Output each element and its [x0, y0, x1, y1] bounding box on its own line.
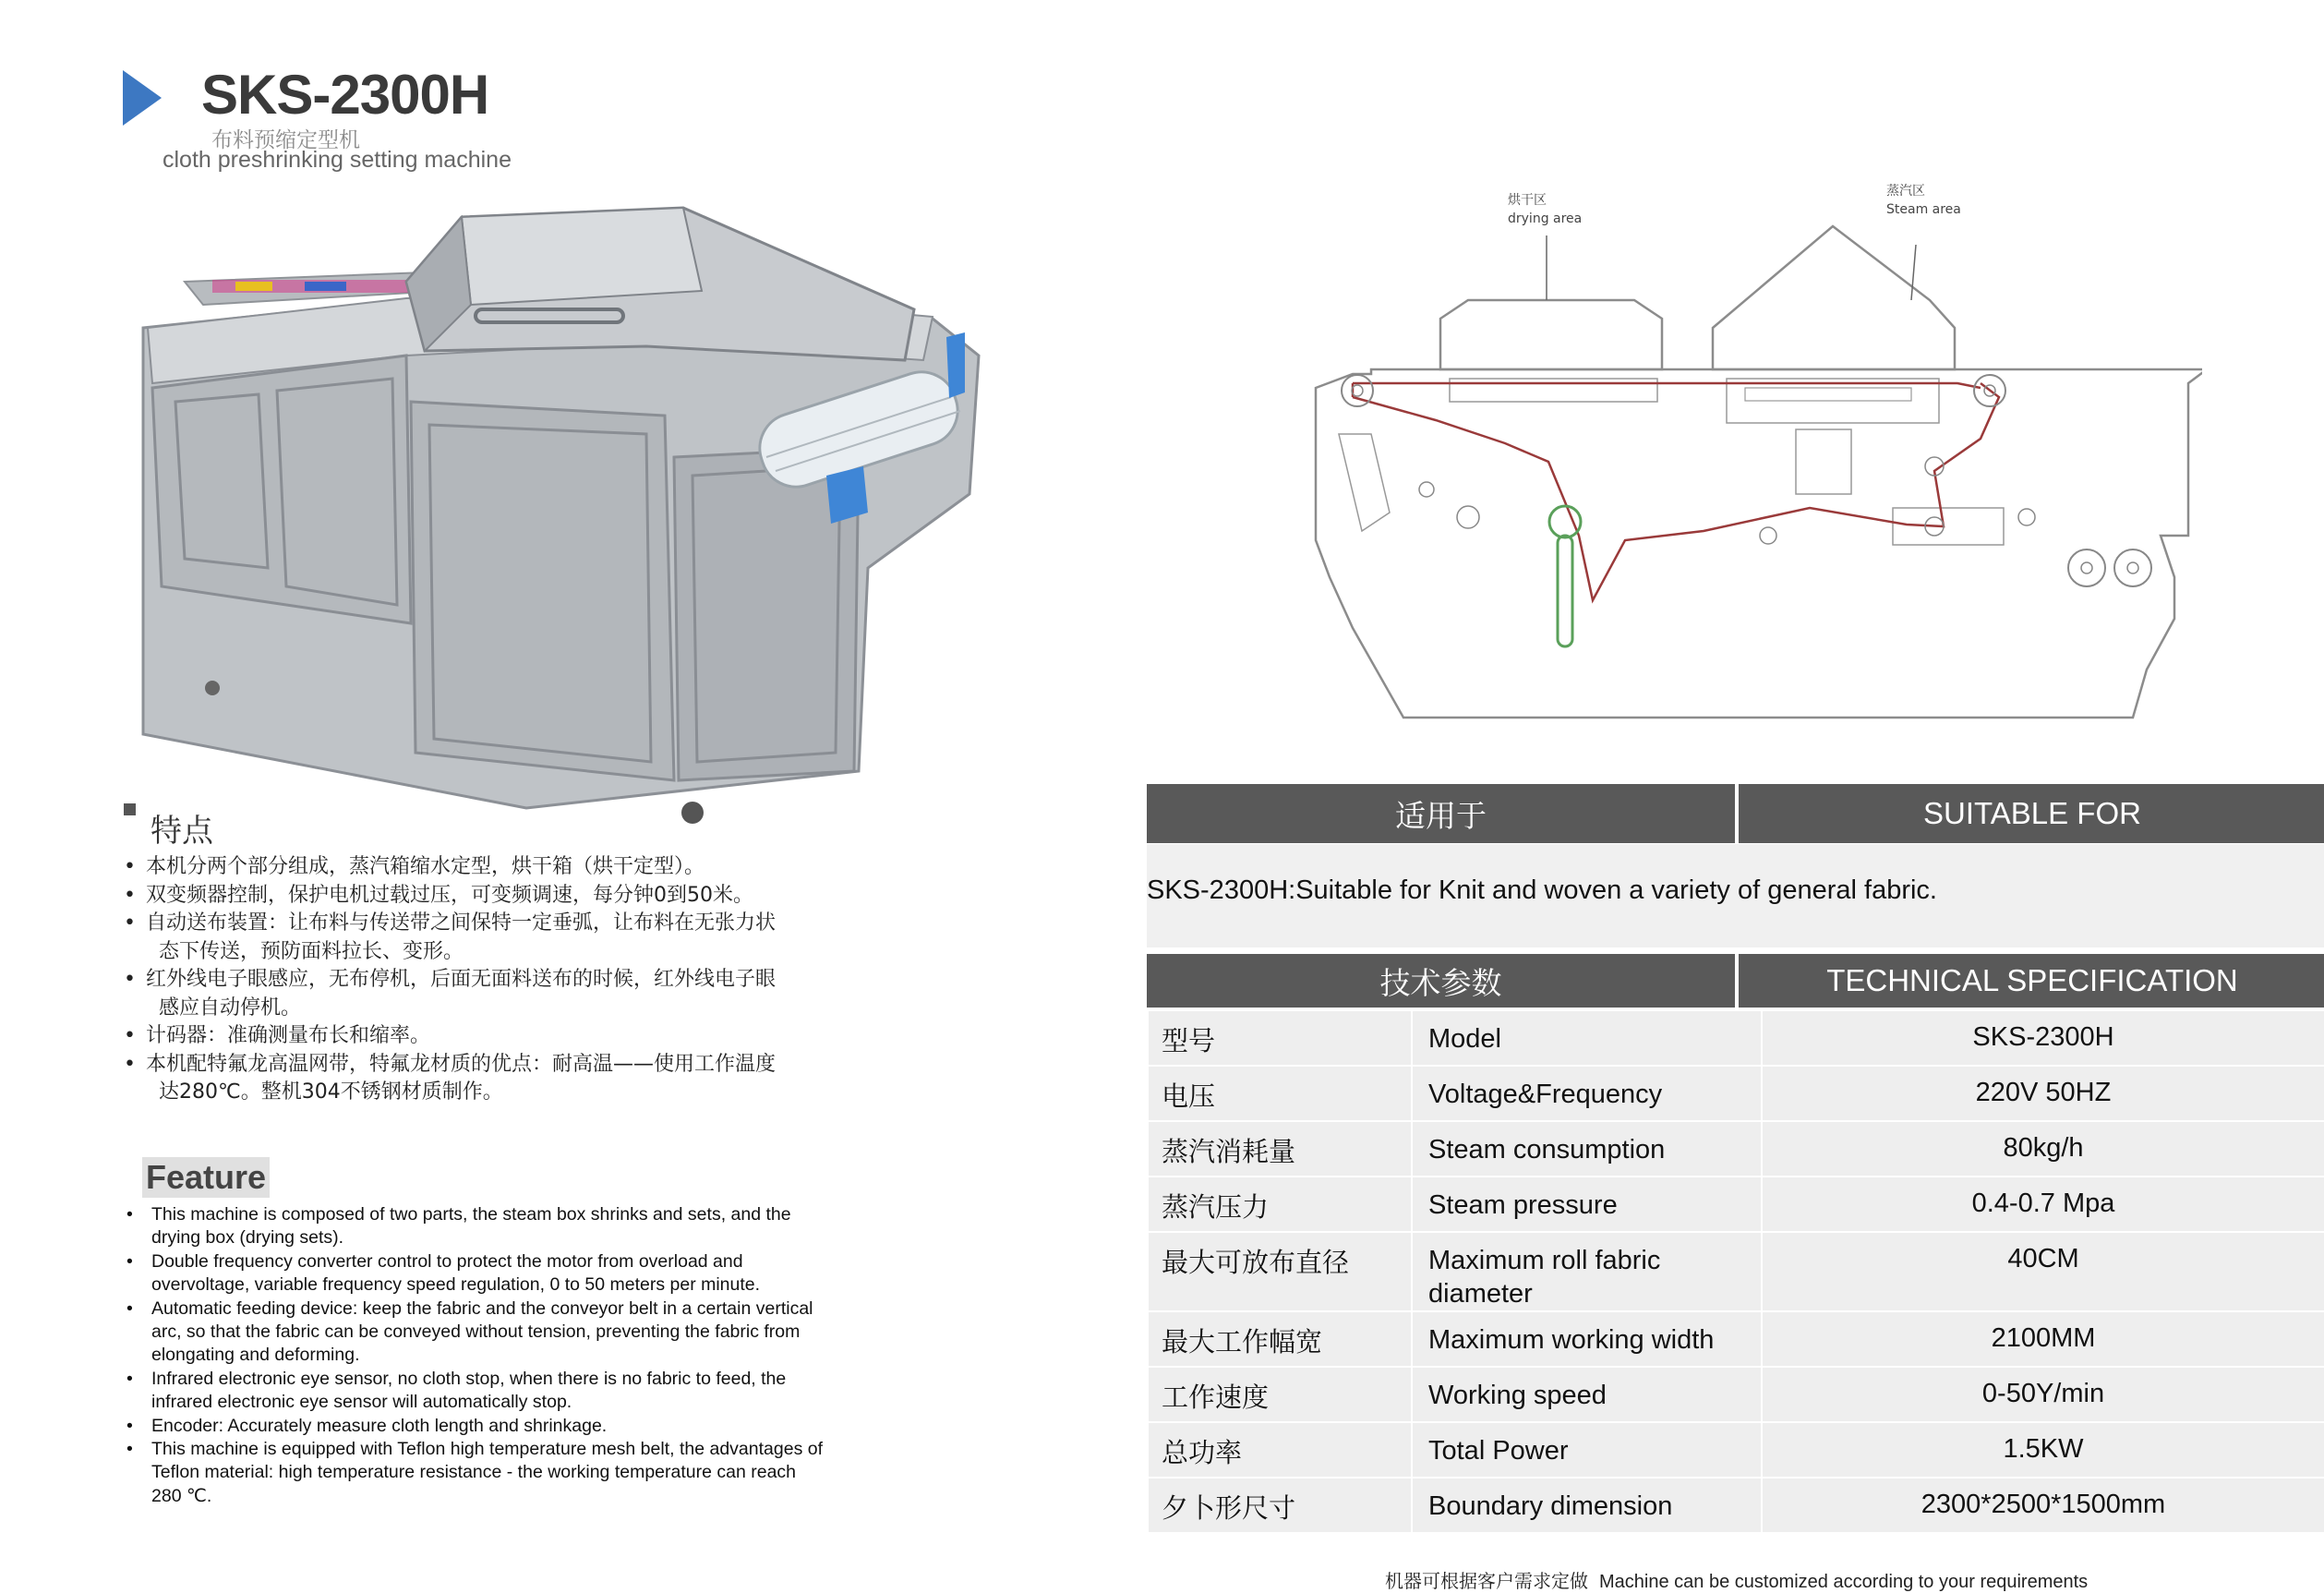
- spec-label-cn: 最大可放布直径: [1148, 1232, 1412, 1311]
- features-en-heading: Feature: [142, 1157, 270, 1198]
- spec-label-cn: 蒸汽消耗量: [1148, 1121, 1412, 1177]
- drying-area-label-en: drying area: [1508, 211, 1583, 226]
- drying-area-label-cn: 烘干区: [1508, 193, 1547, 208]
- spec-label-en: Boundary dimension: [1412, 1478, 1762, 1533]
- table-row: [1148, 1066, 2324, 1121]
- steam-area-label-cn: 蒸汽区: [1886, 184, 1925, 199]
- footer-note: [1385, 1566, 2088, 1593]
- spec-value: SKS-2300H: [1762, 1010, 2324, 1066]
- spec-label-cn: 夕卜形尺寸: [1148, 1478, 1412, 1533]
- features-cn-heading: 特点: [151, 813, 213, 850]
- spec-value: 80kg/h: [1762, 1121, 2324, 1177]
- machine-diagram: [1297, 171, 2202, 725]
- subtitle-chinese: 布料预缩定型机: [211, 128, 360, 152]
- spec-label-en: Maximum roll fabric diameter: [1412, 1232, 1762, 1311]
- list-item: • Automatic feeding device: keep the fabric and the conveyor belt in a certain vertical arc, so that the fabric can be conveyed without tension, preventing the fabric from elongating and deforming.: [126, 1297, 893, 1368]
- table-row: [1148, 1177, 2324, 1232]
- spec-label-en: Total Power: [1412, 1422, 1762, 1478]
- table-row: [1148, 1367, 2324, 1422]
- subtitle-english: cloth preshrinking setting machine: [163, 147, 512, 173]
- spec-label-en: Steam consumption: [1412, 1121, 1762, 1177]
- spec-label-cn: 型号: [1148, 1010, 1412, 1066]
- spec-label-en: Working speed: [1412, 1367, 1762, 1422]
- spec-value: 40CM: [1762, 1232, 2324, 1311]
- title-arrow-icon: [123, 70, 162, 126]
- spec-label-cn: 总功率: [1148, 1422, 1412, 1478]
- list-item: • 红外线电子眼感应，无布停机，后面无面料送布的时候，红外线电子眼 感应自动停机。: [122, 966, 879, 1022]
- list-item: • Encoder: Accurately measure cloth length and shrinkage.: [126, 1415, 893, 1438]
- spec-value: 2300*2500*1500mm: [1762, 1478, 2324, 1533]
- list-item: • 计码器：准确测量布长和缩率。: [122, 1022, 879, 1051]
- list-item: • 本机分两个部分组成，蒸汽箱缩水定型，烘干箱（烘干定型）。: [122, 853, 879, 882]
- spec-value: 0-50Y/min: [1762, 1367, 2324, 1422]
- list-item: • Double frequency converter control to protect the motor from overload and overvoltage, variable frequency speed regulation, 0 to 50 meters per minute.: [126, 1250, 893, 1297]
- machine-photo: [129, 180, 1099, 845]
- spec-value: 220V 50HZ: [1762, 1066, 2324, 1121]
- suitable-header-en: SUITABLE FOR: [1739, 784, 2324, 843]
- spec-label-en: Maximum working width: [1412, 1311, 1762, 1367]
- spec-value: 2100MM: [1762, 1311, 2324, 1367]
- table-row: [1148, 1311, 2324, 1367]
- section-marker-icon: [124, 803, 136, 815]
- spec-label-en: Voltage&Frequency: [1412, 1066, 1762, 1121]
- spec-label-cn: 电压: [1148, 1066, 1412, 1121]
- table-row: [1148, 1478, 2324, 1533]
- list-item: • This machine is equipped with Teflon high temperature mesh belt, the advantages of Teflon material: high temperature resistance - the working temperature can reach 280 ℃.: [126, 1438, 893, 1508]
- steam-area-label-en: Steam area: [1886, 202, 1961, 217]
- list-item: • 本机配特氟龙高温网带，特氟龙材质的优点：耐高温——使用工作温度 达280℃。整机304不锈钢材质制作。: [122, 1051, 879, 1107]
- footer-en: Machine can be customized according to your requirements: [1599, 1572, 2089, 1592]
- spec-label-cn: 工作速度: [1148, 1367, 1412, 1422]
- list-item: • Infrared electronic eye sensor, no cloth stop, when there is no fabric to feed, the infrared electronic eye sensor will automatically stop.: [126, 1368, 893, 1415]
- suitable-header-cn: 适用于: [1147, 784, 1735, 843]
- spec-label-cn: 最大工作幅宽: [1148, 1311, 1412, 1367]
- features-cn-list: [122, 853, 879, 1107]
- spec-value: 1.5KW: [1762, 1422, 2324, 1478]
- spec-header-cn: 技术参数: [1147, 954, 1735, 1008]
- spec-header-en: TECHNICAL SPECIFICATION: [1739, 954, 2324, 1008]
- spec-label-cn: 蒸汽压力: [1148, 1177, 1412, 1232]
- list-item: • 双变频器控制，保护电机过载过压，可变频调速，每分钟0到50米。: [122, 882, 879, 911]
- list-item: • This machine is composed of two parts, the steam box shrinks and sets, and the drying box (drying sets).: [126, 1203, 893, 1250]
- footer-cn: 机器可根据客户需求定做: [1385, 1570, 1588, 1592]
- spec-table: [1147, 1009, 2324, 1534]
- table-row: [1148, 1121, 2324, 1177]
- spec-label-en: Model: [1412, 1010, 1762, 1066]
- page-title: SKS-2300H: [201, 64, 489, 126]
- table-row: [1148, 1232, 2324, 1311]
- spec-value: 0.4-0.7 Mpa: [1762, 1177, 2324, 1232]
- table-row: [1148, 1010, 2324, 1066]
- suitable-text: SKS-2300H:Suitable for Knit and woven a variety of general fabric.: [1147, 875, 1937, 905]
- table-row: [1148, 1422, 2324, 1478]
- list-item: • 自动送布装置：让布料与传送带之间保特一定垂弧，让布料在无张力状 态下传送，预防面料拉长、变形。: [122, 910, 879, 966]
- features-en-list: [126, 1203, 893, 1508]
- spec-label-en: Steam pressure: [1412, 1177, 1762, 1232]
